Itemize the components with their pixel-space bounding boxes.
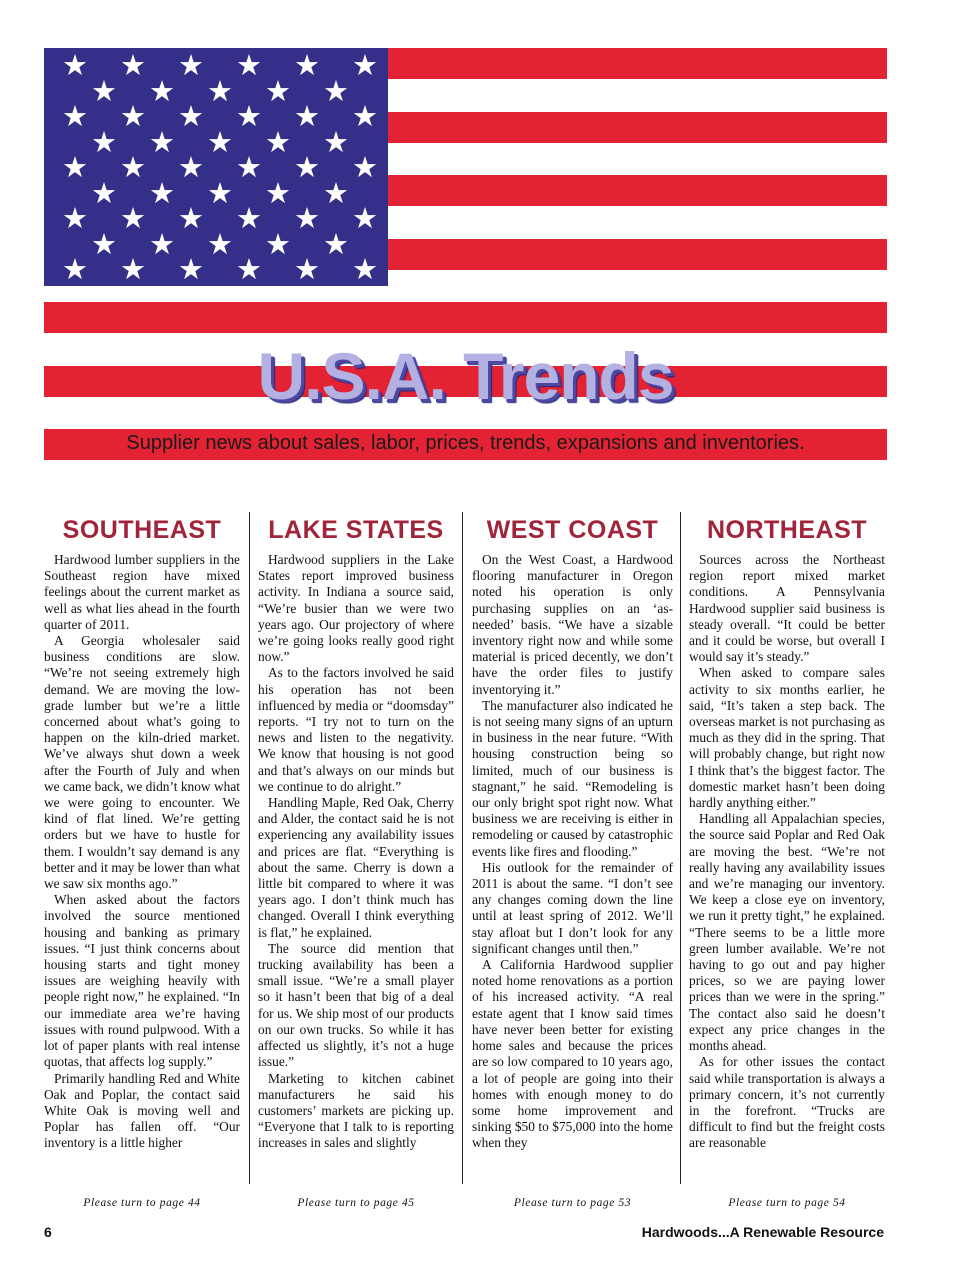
paragraph: When asked about the factors involved the source mentioned housing and banking as primary issues. “I just think concerns about housing starts and tight money issues are weighing heavily with people right now,” he explained. “In our immediate area we’re having issues with round pulpwood. With a lot of paper plants with real intense quotas, that affects log supply.” — [44, 892, 240, 1070]
flag-banner — [44, 48, 887, 491]
star-icon: ★ — [236, 99, 262, 133]
star-icon: ★ — [323, 175, 349, 210]
star-icon: ★ — [62, 150, 88, 184]
paragraph: A Georgia wholesaler said business conditions are slow. “We’re not seeing extremely high demand. We are moving the low-grade lumber but we’re a little concerned about what’s going to happen on the kiln-dried market. We’ve always shut down a week after the Fourth of July and when we came back, we didn’t know what we were going to encounter. We kind of flat lined. We’re getting orders but we have to hustle for them. I wouldn’t say demand is any better and it may be lower than what we saw six months ago.” — [44, 633, 240, 892]
star-icon: ★ — [91, 73, 117, 108]
publication-title: Hardwoods...A Renewable Resource — [641, 1224, 884, 1240]
continued-note: Please turn to page 53 — [513, 1197, 632, 1209]
banner-title: U.S.A. Trends — [257, 339, 674, 413]
column-southeast — [44, 510, 240, 1200]
column-body — [689, 552, 885, 1178]
star-icon: ★ — [236, 201, 262, 235]
column-heading: WEST COAST — [486, 516, 659, 544]
star-icon: ★ — [352, 150, 378, 184]
star-icon: ★ — [149, 73, 175, 108]
star-icon: ★ — [207, 124, 233, 159]
star-icon: ★ — [294, 252, 320, 286]
star-icon: ★ — [265, 175, 291, 210]
paragraph: Handling all Appalachian species, the source said Poplar and Red Oak are moving the best. “We’re not really having any availability issues and we’re managing our inventory. We keep a close eye on inventory, we run it pretty tight,” he explained. “There seems to be a little more green lumber available. We’re not having to go out and pay higher prices, so we are paying lower prices than we were in the spring.” The contact also said he doesn’t expect any price changes in the months ahead. — [689, 811, 885, 1054]
star-icon: ★ — [120, 48, 146, 82]
star-icon: ★ — [149, 226, 175, 261]
continued-note: Please turn to page 44 — [83, 1197, 201, 1209]
star-icon: ★ — [352, 201, 378, 235]
paragraph: As to the factors involved he said his operation has not been influenced by media or “doomsday” reports. “I try not to turn on the news and listen to the negativity. We know that housing is not good and that’s always on our minds but we continue to do alright.” — [258, 665, 454, 794]
page-number: 6 — [44, 1224, 52, 1240]
star-icon: ★ — [149, 124, 175, 159]
star-icon: ★ — [265, 73, 291, 108]
star-icon: ★ — [62, 201, 88, 235]
flag-red-stripe — [44, 302, 887, 333]
star-icon: ★ — [236, 48, 262, 82]
paragraph: On the West Coast, a Hardwood flooring manufacturer in Oregon noted his operation is only purchasing supplies on an ‘as-needed’ basis. “We have a sizable inventory right now and while some material is priced decently, we don’t have the order files to justify inventorying it.” — [472, 552, 673, 697]
star-icon: ★ — [294, 99, 320, 133]
star-icon: ★ — [207, 226, 233, 261]
star-icon: ★ — [120, 150, 146, 184]
star-icon: ★ — [62, 99, 88, 133]
star-icon: ★ — [352, 252, 378, 286]
column-body — [258, 552, 454, 1178]
star-icon: ★ — [265, 226, 291, 261]
star-icon: ★ — [91, 175, 117, 210]
paragraph: As for other issues the contact said while transportation is always a primary concern, it’s not currently in the forefront. “Trucks are difficult to find but the freight costs are reasonable — [689, 1054, 885, 1151]
column-body — [472, 552, 673, 1178]
star-icon: ★ — [294, 150, 320, 184]
star-icon: ★ — [91, 226, 117, 261]
column-divider — [462, 512, 463, 1184]
star-icon: ★ — [352, 48, 378, 82]
star-icon: ★ — [178, 252, 204, 286]
star-icon: ★ — [323, 226, 349, 261]
paragraph: A California Hardwood supplier noted home renovations as a portion of his increased activity. “A real estate agent that I know said times have never been better for existing home sales and because the prices are so low compared to 10 years ago, a lot of people are going into their homes with enough money to do some home improvement and sinking $50 to $75,000 into the home when they — [472, 957, 673, 1151]
star-icon: ★ — [236, 150, 262, 184]
paragraph: When asked to compare sales activity to six months earlier, he said, “It’s taken a step back. The overseas market is not purchasing as much as they did in the spring. That will probably change, but right now I think that’s the biggest factor. The domestic market hasn’t been doing hardly anything either.” — [689, 665, 885, 811]
star-icon: ★ — [352, 99, 378, 133]
star-icon: ★ — [62, 252, 88, 286]
column-body — [44, 552, 240, 1178]
star-icon: ★ — [265, 124, 291, 159]
star-icon: ★ — [178, 48, 204, 82]
star-icon: ★ — [294, 48, 320, 82]
star-icon: ★ — [236, 252, 262, 286]
star-icon: ★ — [120, 99, 146, 133]
star-icon: ★ — [294, 201, 320, 235]
star-icon: ★ — [91, 124, 117, 159]
continued-note: Please turn to page 54 — [728, 1197, 846, 1209]
paragraph: Marketing to kitchen cabinet manufacturers he said his customers’ markets are picking up. “Everyone that I talk to is reporting increases in sales and slightly — [258, 1070, 454, 1151]
star-icon: ★ — [207, 175, 233, 210]
column-west-coast — [472, 510, 673, 1200]
paragraph: The source did mention that trucking availability has been a small issue. “We’re a small player so it hasn’t been that big of a deal for us. We ship most of our products on our own trucks. So while it has affected us slightly, it’s not a huge issue.” — [258, 940, 454, 1070]
column-heading: SOUTHEAST — [62, 516, 222, 544]
paragraph: The manufacturer also indicated he is not seeing many signs of an upturn in business in the near future. “With housing construction being so limited, much of our business is stagnant,” he said. “Remodeling is our only bright spot right now. What business we are receiving is either in remodeling or caused by catastrophic events like fires and flooding.” — [472, 697, 673, 859]
star-icon: ★ — [178, 201, 204, 235]
paragraph: His outlook for the remainder of 2011 is about the same. “I don’t see any changes coming down the line until at least spring of 2012. We’ll stay afloat but I don’t look for any significant changes until then.” — [472, 859, 673, 956]
star-icon: ★ — [120, 201, 146, 235]
banner-subtitle: Supplier news about sales, labor, prices, trends, expansions and inventories. — [126, 432, 805, 454]
paragraph: Hardwood lumber suppliers in the Southeast region have mixed feelings about the current market as well as what lies ahead in the fourth quarter of 2011. — [44, 552, 240, 632]
paragraph: Sources across the Northeast region report mixed market conditions. A Pennsylvania Hardwood supplier said business is steady overall. “It could be better and it could be worse, but overall I would say it’s steady.” — [689, 552, 885, 665]
star-icon: ★ — [178, 150, 204, 184]
star-icon: ★ — [62, 48, 88, 82]
star-icon: ★ — [323, 73, 349, 108]
column-heading: NORTHEAST — [706, 516, 868, 544]
paragraph: Primarily handling Red and White Oak and Poplar, the contact said White Oak is moving well and Poplar has fallen off. “Our inventory is a little higher — [44, 1070, 240, 1151]
column-lake-states — [258, 510, 454, 1200]
paragraph: Hardwood suppliers in the Lake States report improved business activity. In Indiana a source said, “We’re busier than we were two years ago. Our projectory of where we’re going looks really good right now.” — [258, 552, 454, 665]
column-divider — [680, 512, 681, 1184]
star-icon: ★ — [323, 124, 349, 159]
star-icon: ★ — [120, 252, 146, 286]
star-icon: ★ — [149, 175, 175, 210]
star-icon: ★ — [178, 99, 204, 133]
paragraph: Handling Maple, Red Oak, Cherry and Alder, the contact said he is not experiencing any availability issues and prices are flat. “Everything is about the same. Cherry is down a little bit compared to where it was years ago. I don’t think much has changed. Overall I think everything is flat,” he explained. — [258, 795, 454, 940]
flag-canton — [44, 48, 388, 286]
star-icon: ★ — [207, 73, 233, 108]
continued-note: Please turn to page 45 — [297, 1197, 415, 1209]
column-northeast — [689, 510, 885, 1200]
column-divider — [249, 512, 250, 1184]
column-heading: LAKE STATES — [268, 516, 444, 544]
